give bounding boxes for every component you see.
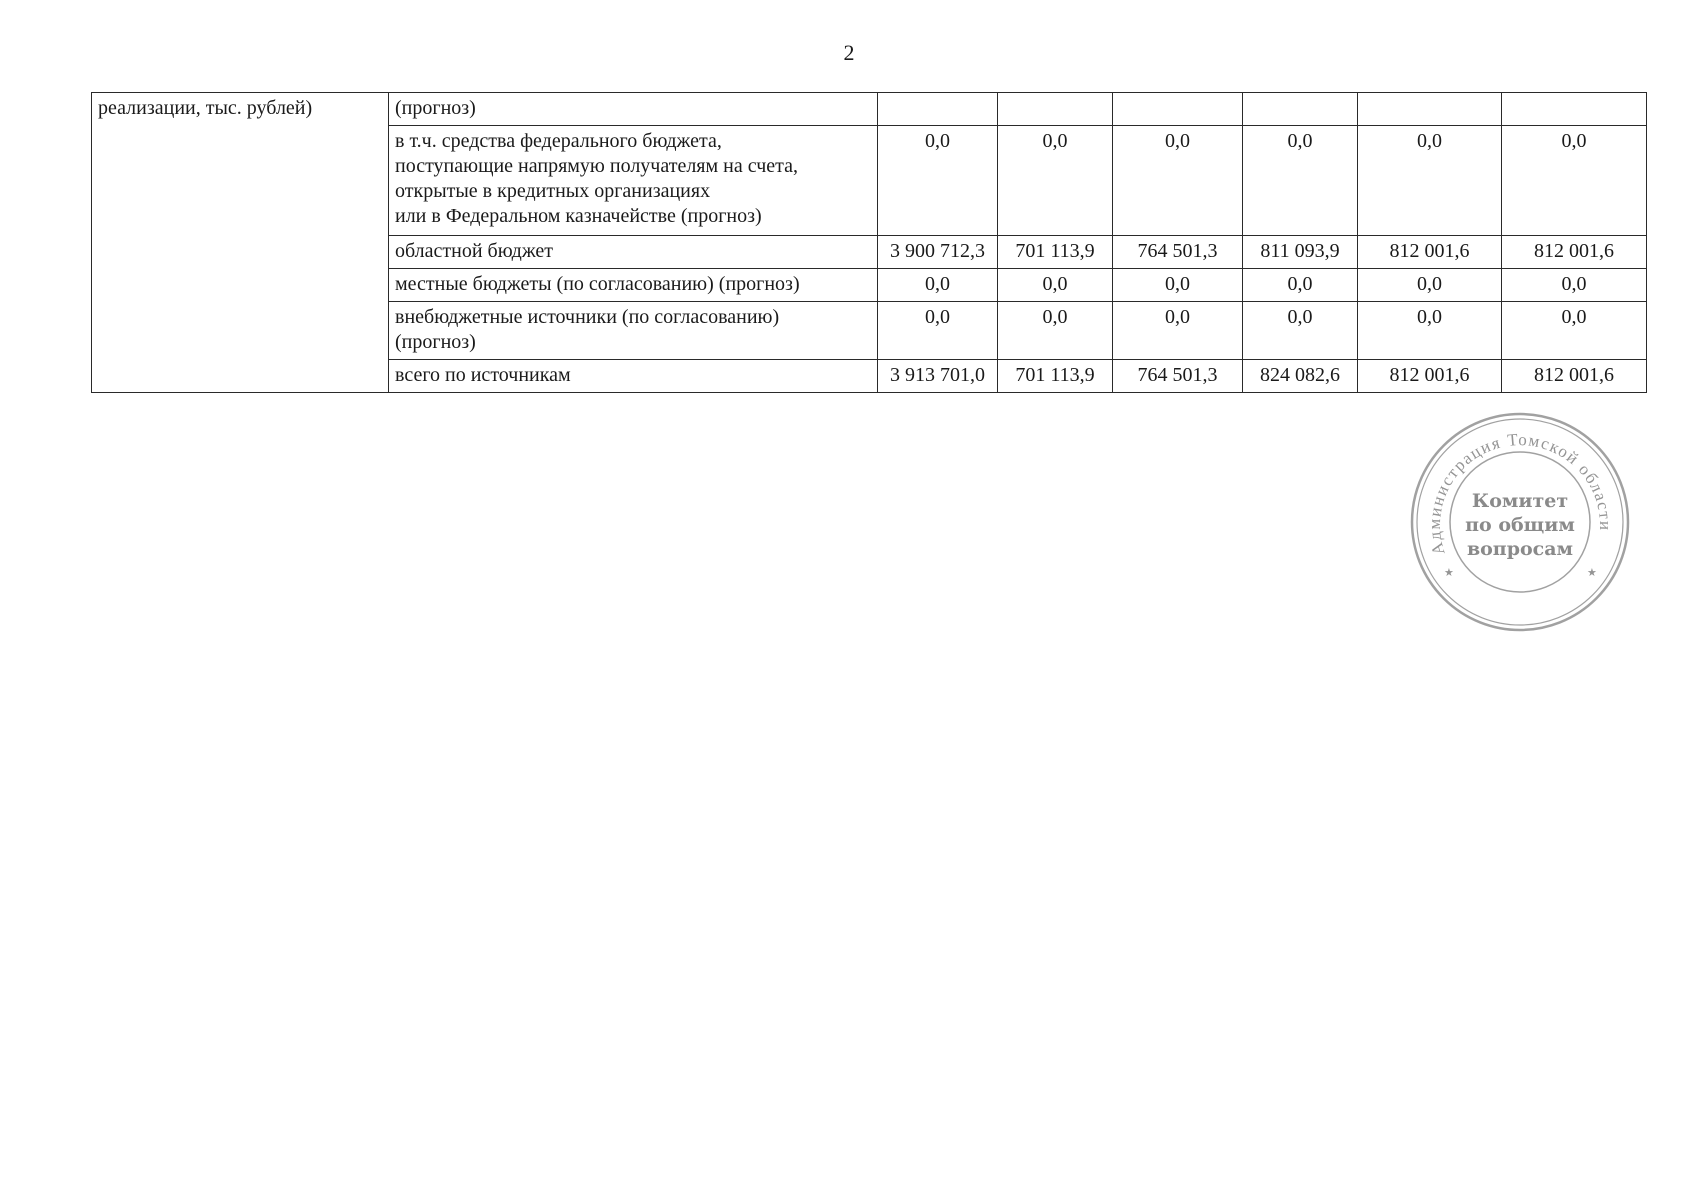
value-cell: 0,0 (1502, 126, 1647, 236)
source-cell: областной бюджет (389, 236, 878, 269)
stamp-outer-text: Администрация Томской области (1424, 430, 1616, 558)
value-cell: 0,0 (998, 269, 1113, 302)
table-row (92, 93, 1647, 126)
value-cell (1243, 93, 1358, 126)
value-cell: 824 082,6 (1243, 360, 1358, 393)
source-line: поступающие напрямую получателям на счета, (395, 155, 799, 177)
page-number: 2 (843, 40, 855, 65)
source-line: в т.ч. средства федерального бюджета, (395, 130, 722, 152)
value-cell: 811 093,9 (1243, 236, 1358, 269)
value-cell: 0,0 (1113, 302, 1243, 360)
value-cell: 812 001,6 (1502, 360, 1647, 393)
source-line: или в Федеральном казначействе (прогноз) (395, 205, 762, 227)
value-cell: 764 501,3 (1113, 236, 1243, 269)
value-cell: 0,0 (878, 269, 998, 302)
value-cell (878, 93, 998, 126)
stamp-center-line: вопросам (1466, 538, 1574, 560)
value-cell: 764 501,3 (1113, 360, 1243, 393)
value-cell: 0,0 (998, 126, 1113, 236)
value-cell (1113, 93, 1243, 126)
value-cell (1502, 93, 1647, 126)
row-label-cell: реализации, тыс. рублей) (92, 93, 389, 393)
source-cell (389, 126, 878, 236)
stamp-center-line: Комитет (1471, 490, 1569, 512)
source-cell: местные бюджеты (по согласованию) (прогноз) (389, 269, 878, 302)
value-cell: 812 001,6 (1358, 236, 1502, 269)
stamp-star-icon: ★ (1587, 566, 1597, 579)
value-cell: 0,0 (998, 302, 1113, 360)
value-cell: 0,0 (1113, 269, 1243, 302)
value-cell: 0,0 (1358, 126, 1502, 236)
value-cell: 0,0 (1243, 302, 1358, 360)
source-cell: всего по источникам (389, 360, 878, 393)
value-cell: 701 113,9 (998, 236, 1113, 269)
value-cell: 701 113,9 (998, 360, 1113, 393)
value-cell: 3 913 701,0 (878, 360, 998, 393)
value-cell: 0,0 (878, 302, 998, 360)
source-line: внебюджетные источники (по согласованию) (395, 306, 780, 328)
value-cell: 0,0 (1243, 126, 1358, 236)
source-cell (389, 302, 878, 360)
value-cell: 0,0 (1358, 302, 1502, 360)
value-cell: 0,0 (1502, 269, 1647, 302)
value-cell (1358, 93, 1502, 126)
official-stamp (1408, 410, 1632, 634)
value-cell: 0,0 (878, 126, 998, 236)
value-cell: 812 001,6 (1502, 236, 1647, 269)
value-cell: 812 001,6 (1358, 360, 1502, 393)
source-line: открытые в кредитных организациях (395, 180, 711, 202)
source-line: (прогноз) (395, 331, 476, 353)
stamp-center-line: по общим (1465, 514, 1575, 536)
value-cell: 0,0 (1502, 302, 1647, 360)
value-cell: 0,0 (1113, 126, 1243, 236)
source-cell: (прогноз) (389, 93, 878, 126)
value-cell: 3 900 712,3 (878, 236, 998, 269)
value-cell: 0,0 (1243, 269, 1358, 302)
stamp-star-icon: ★ (1444, 566, 1454, 579)
value-cell: 0,0 (1358, 269, 1502, 302)
budget-table (91, 92, 1647, 393)
value-cell (998, 93, 1113, 126)
